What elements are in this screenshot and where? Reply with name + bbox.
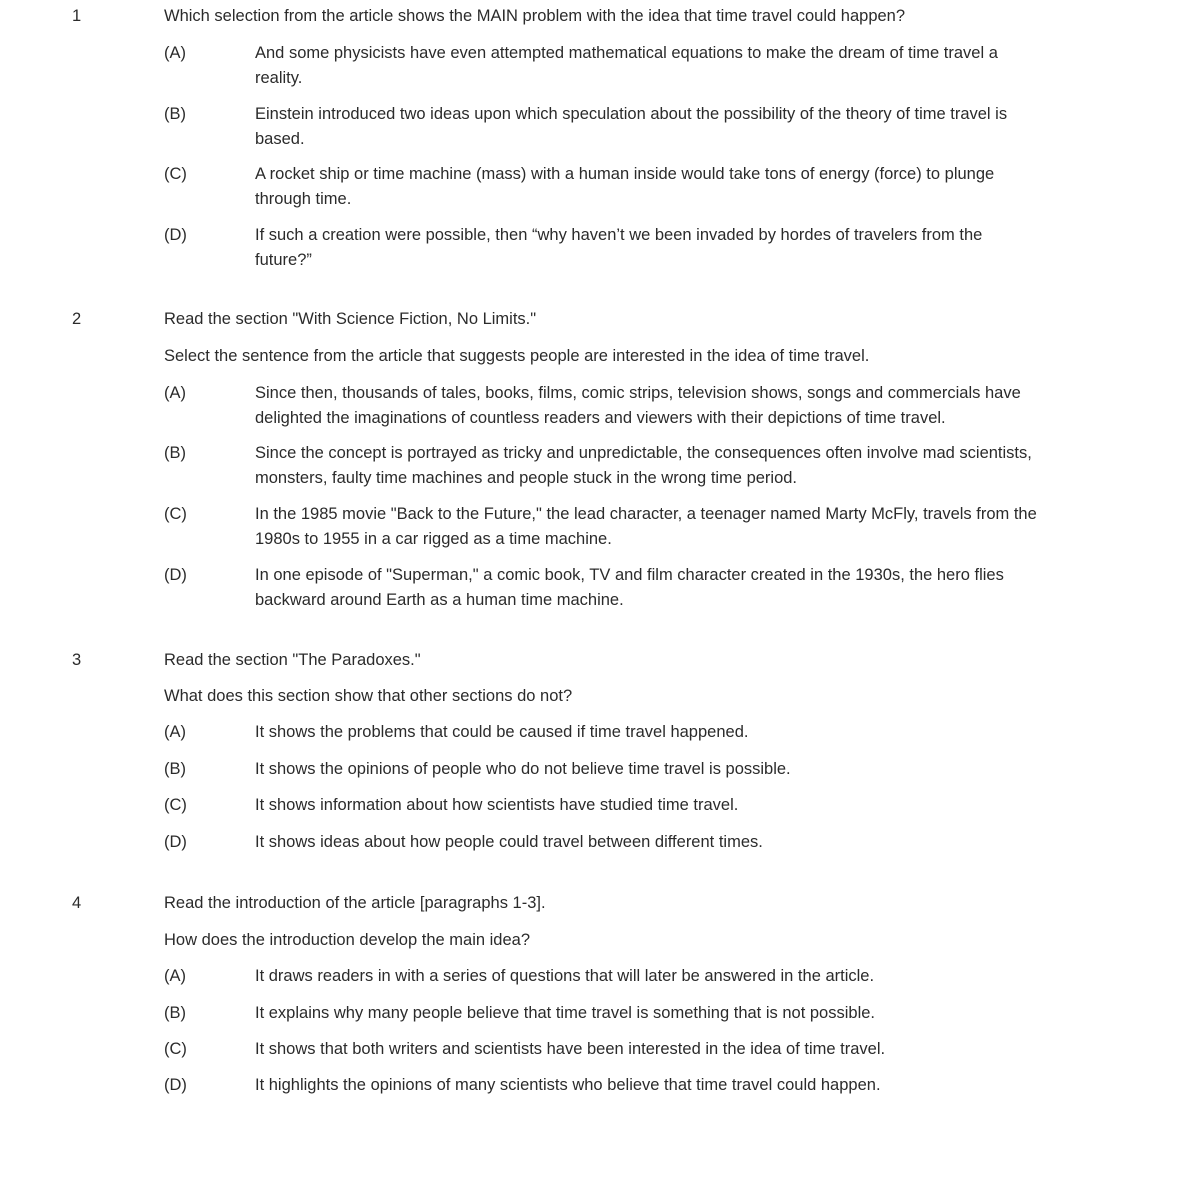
option-letter: (D): [164, 1076, 187, 1094]
option-letter: (D): [164, 226, 187, 244]
question-number: 3: [72, 651, 82, 669]
question-number: 2: [72, 310, 82, 328]
option-text: Since then, thousands of tales, books, films, comic strips, television shows, songs and commercials have delighted the imaginations of countless readers and viewers with their depictions of time travel.: [255, 384, 1021, 427]
option-text: If such a creation were possible, then “why haven’t we been invaded by hordes of travelers from the future?”: [255, 226, 983, 269]
option-letter: (C): [164, 505, 187, 523]
option-text: Einstein introduced two ideas upon which speculation about the possibility of the theory of time travel is based.: [255, 105, 1008, 148]
option-text: In the 1985 movie "Back to the Future," the lead character, a teenager named Marty McFly, travels from the 1980s to 1955 in a car rigged as a time machine.: [255, 505, 1037, 548]
question-number: 1: [72, 7, 82, 25]
option-text: It draws readers in with a series of questions that will later be answered in the article.: [255, 967, 875, 985]
option-letter: (D): [164, 566, 187, 584]
question-stem: Read the section "With Science Fiction, No Limits.": [164, 310, 537, 328]
question-stem: Read the section "The Paradoxes.": [164, 651, 421, 669]
option-letter: (B): [164, 444, 186, 462]
option-text: And some physicists have even attempted mathematical equations to make the dream of time travel a reality.: [255, 44, 998, 87]
option-text: A rocket ship or time machine (mass) with a human inside would take tons of energy (force) to plunge through time.: [255, 165, 995, 208]
option-letter: (D): [164, 833, 187, 851]
question-number: 4: [72, 894, 82, 912]
question-prompt: What does this section show that other sections do not?: [164, 687, 573, 705]
question-prompt: How does the introduction develop the main idea?: [164, 931, 530, 949]
option-text: It shows that both writers and scientists have been interested in the idea of time travel.: [255, 1040, 886, 1058]
option-letter: (A): [164, 384, 186, 402]
option-text: Since the concept is portrayed as tricky and unpredictable, the consequences often involve mad scientists, monsters, faulty time machines and people stuck in the wrong time period.: [255, 444, 1032, 487]
option-text: It shows information about how scientists have studied time travel.: [255, 796, 739, 814]
option-letter: (B): [164, 1004, 186, 1022]
option-text: It explains why many people believe that time travel is something that is not possible.: [255, 1004, 875, 1022]
option-text: In one episode of "Superman," a comic book, TV and film character created in the 1930s, the hero flies backward around Earth as a human time machine.: [255, 566, 1004, 609]
question-prompt: Select the sentence from the article that suggests people are interested in the idea of time travel.: [164, 347, 870, 365]
option-letter: (A): [164, 967, 186, 985]
option-letter: (B): [164, 105, 186, 123]
option-letter: (C): [164, 165, 187, 183]
option-text: It shows ideas about how people could travel between different times.: [255, 833, 763, 851]
option-letter: (A): [164, 723, 186, 741]
option-text: It highlights the opinions of many scientists who believe that time travel could happen.: [255, 1076, 881, 1094]
option-letter: (C): [164, 1040, 187, 1058]
question-stem: Read the introduction of the article [paragraphs 1-3].: [164, 894, 546, 912]
option-letter: (C): [164, 796, 187, 814]
option-text: It shows the problems that could be caused if time travel happened.: [255, 723, 749, 741]
option-text: It shows the opinions of people who do not believe time travel is possible.: [255, 760, 791, 778]
option-letter: (A): [164, 44, 186, 62]
question-stem: Which selection from the article shows the MAIN problem with the idea that time travel could happen?: [164, 7, 906, 25]
option-letter: (B): [164, 760, 186, 778]
